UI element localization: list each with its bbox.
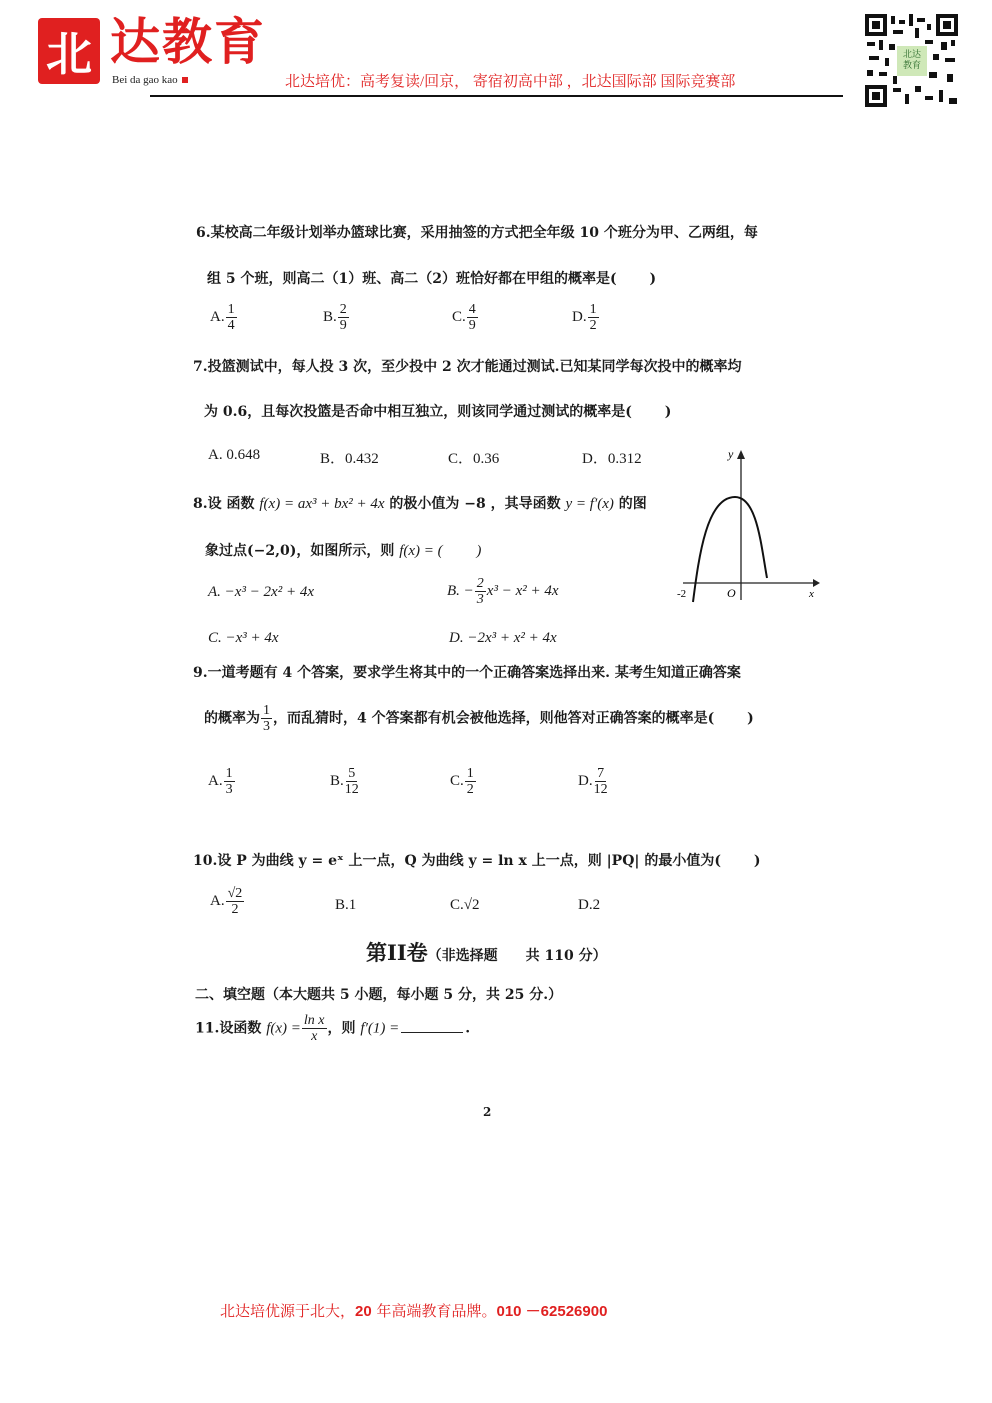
q7-option-a: A. 0.648	[208, 447, 261, 463]
q8-option-c: C. −x³ + 4x	[208, 630, 279, 646]
q6-option-c: C. $\frac{4}{9}$	[452, 302, 476, 333]
root-label: -2	[677, 588, 687, 600]
q6-option-b: B. $\frac{2}{9}$	[323, 302, 347, 333]
logo-mark	[38, 18, 100, 84]
q7-line2: 为 0.6，且每次投篮是否命中相互独立，则该同学通过测试的概率是( )	[204, 404, 672, 420]
q9-option-d: D. $\frac{7}{12}$	[578, 766, 608, 797]
q11-line1: 11.设函数 f(x) = $\frac{\text{ln x}}{x}$ ，则 f′(1) = .	[195, 1013, 471, 1044]
qr-center-label: 北达教育	[902, 50, 921, 71]
page-number: 2	[483, 1105, 492, 1119]
logo-char: 北	[46, 27, 92, 81]
logo-pinyin	[112, 74, 188, 86]
y-axis-arrow-icon	[737, 450, 745, 459]
q9-option-a: A. $\frac{1}{3}$	[208, 766, 233, 797]
q9-line1: 9.一道考题有 4 个答案，要求学生将其中的一个正确答案选择出来. 某考生知道正确答案	[193, 665, 741, 681]
section-title: 第II卷（非选择题 共 110 分）	[366, 940, 607, 965]
q8-option-a: A. −x³ − 2x² + 4x	[208, 584, 314, 600]
q9-line2: 的概率为 $\frac{1}{3}$ ，而乱猜时，4 个答案都有机会被他选择，则他答对正确答案的概率是( )	[204, 703, 754, 734]
x-axis-arrow-icon	[813, 579, 820, 587]
q8-option-d: D. −2x³ + x² + 4x	[449, 630, 557, 646]
q6-line1: 6.某校高二年级计划举办篮球比赛，采用抽签的方式把全年级 10 个班分为甲、乙两组，每	[196, 225, 758, 241]
fill-blank-heading: 二、填空题（本大题共 5 小题，每小题 5 分，共 25 分.）	[195, 987, 563, 1003]
q8-line1: 8.设 函数 f(x) = ax³ + bx² + 4x 的极小值为 −8 ，其导函数 y = f′(x) 的图	[193, 496, 647, 512]
q7-line1: 7.投篮测试中，每人投 3 次，至少投中 2 次才能通过测试.已知某同学每次投中的概率均	[193, 359, 742, 375]
q6-line2: 组 5 个班，则高二（1）班、高二（2）班恰好都在甲组的概率是( )	[207, 271, 657, 287]
q6-option-a: A. $\frac{1}{4}$	[210, 302, 235, 333]
q10-option-c: C.√2	[450, 897, 480, 913]
q7-option-d: D．0.312	[582, 451, 642, 467]
header-divider	[150, 95, 843, 97]
header-slogan: 北达培优：高考复读/回京， 寄宿初高中部 ，北达国际部 国际竞赛部	[285, 74, 736, 90]
footer-slogan: 北达培优源于北大，20 年高端教育品牌。010 －62526900	[220, 1302, 608, 1320]
q10-option-d: D.2	[578, 897, 601, 913]
q8-option-b: B. − $\frac{2}{3}$ x³ − x² + 4x	[447, 576, 559, 607]
q10-option-a: A. $\frac{√2}{2}$	[210, 886, 243, 917]
q10-line1: 10.设 P 为曲线 y = eˣ 上一点，Q 为曲线 y = ln x 上一点，则 |PQ| 的最小值为( )	[193, 853, 761, 869]
logo-text: 达教育	[110, 12, 266, 71]
q6-option-d: D. $\frac{1}{2}$	[572, 302, 597, 333]
q7-option-b: B．0.432	[320, 451, 379, 467]
q8-line2: 象过点(−2,0)，如图所示，则 f(x) = ( )	[205, 543, 482, 559]
q9-option-c: C. $\frac{1}{2}$	[450, 766, 474, 797]
logo-pinyin-text: Bei da gao kao	[112, 74, 178, 86]
answer-blank	[401, 1032, 463, 1033]
origin-label: O	[727, 586, 736, 600]
x-axis-label: x	[809, 588, 814, 600]
q10-option-b: B.1	[335, 897, 357, 913]
derivative-graph	[675, 445, 820, 605]
q7-option-c: C．0.36	[448, 451, 500, 467]
red-square-icon	[182, 77, 188, 83]
y-axis-label: y	[728, 447, 734, 461]
q9-option-b: B. $\frac{5}{12}$	[330, 766, 359, 797]
